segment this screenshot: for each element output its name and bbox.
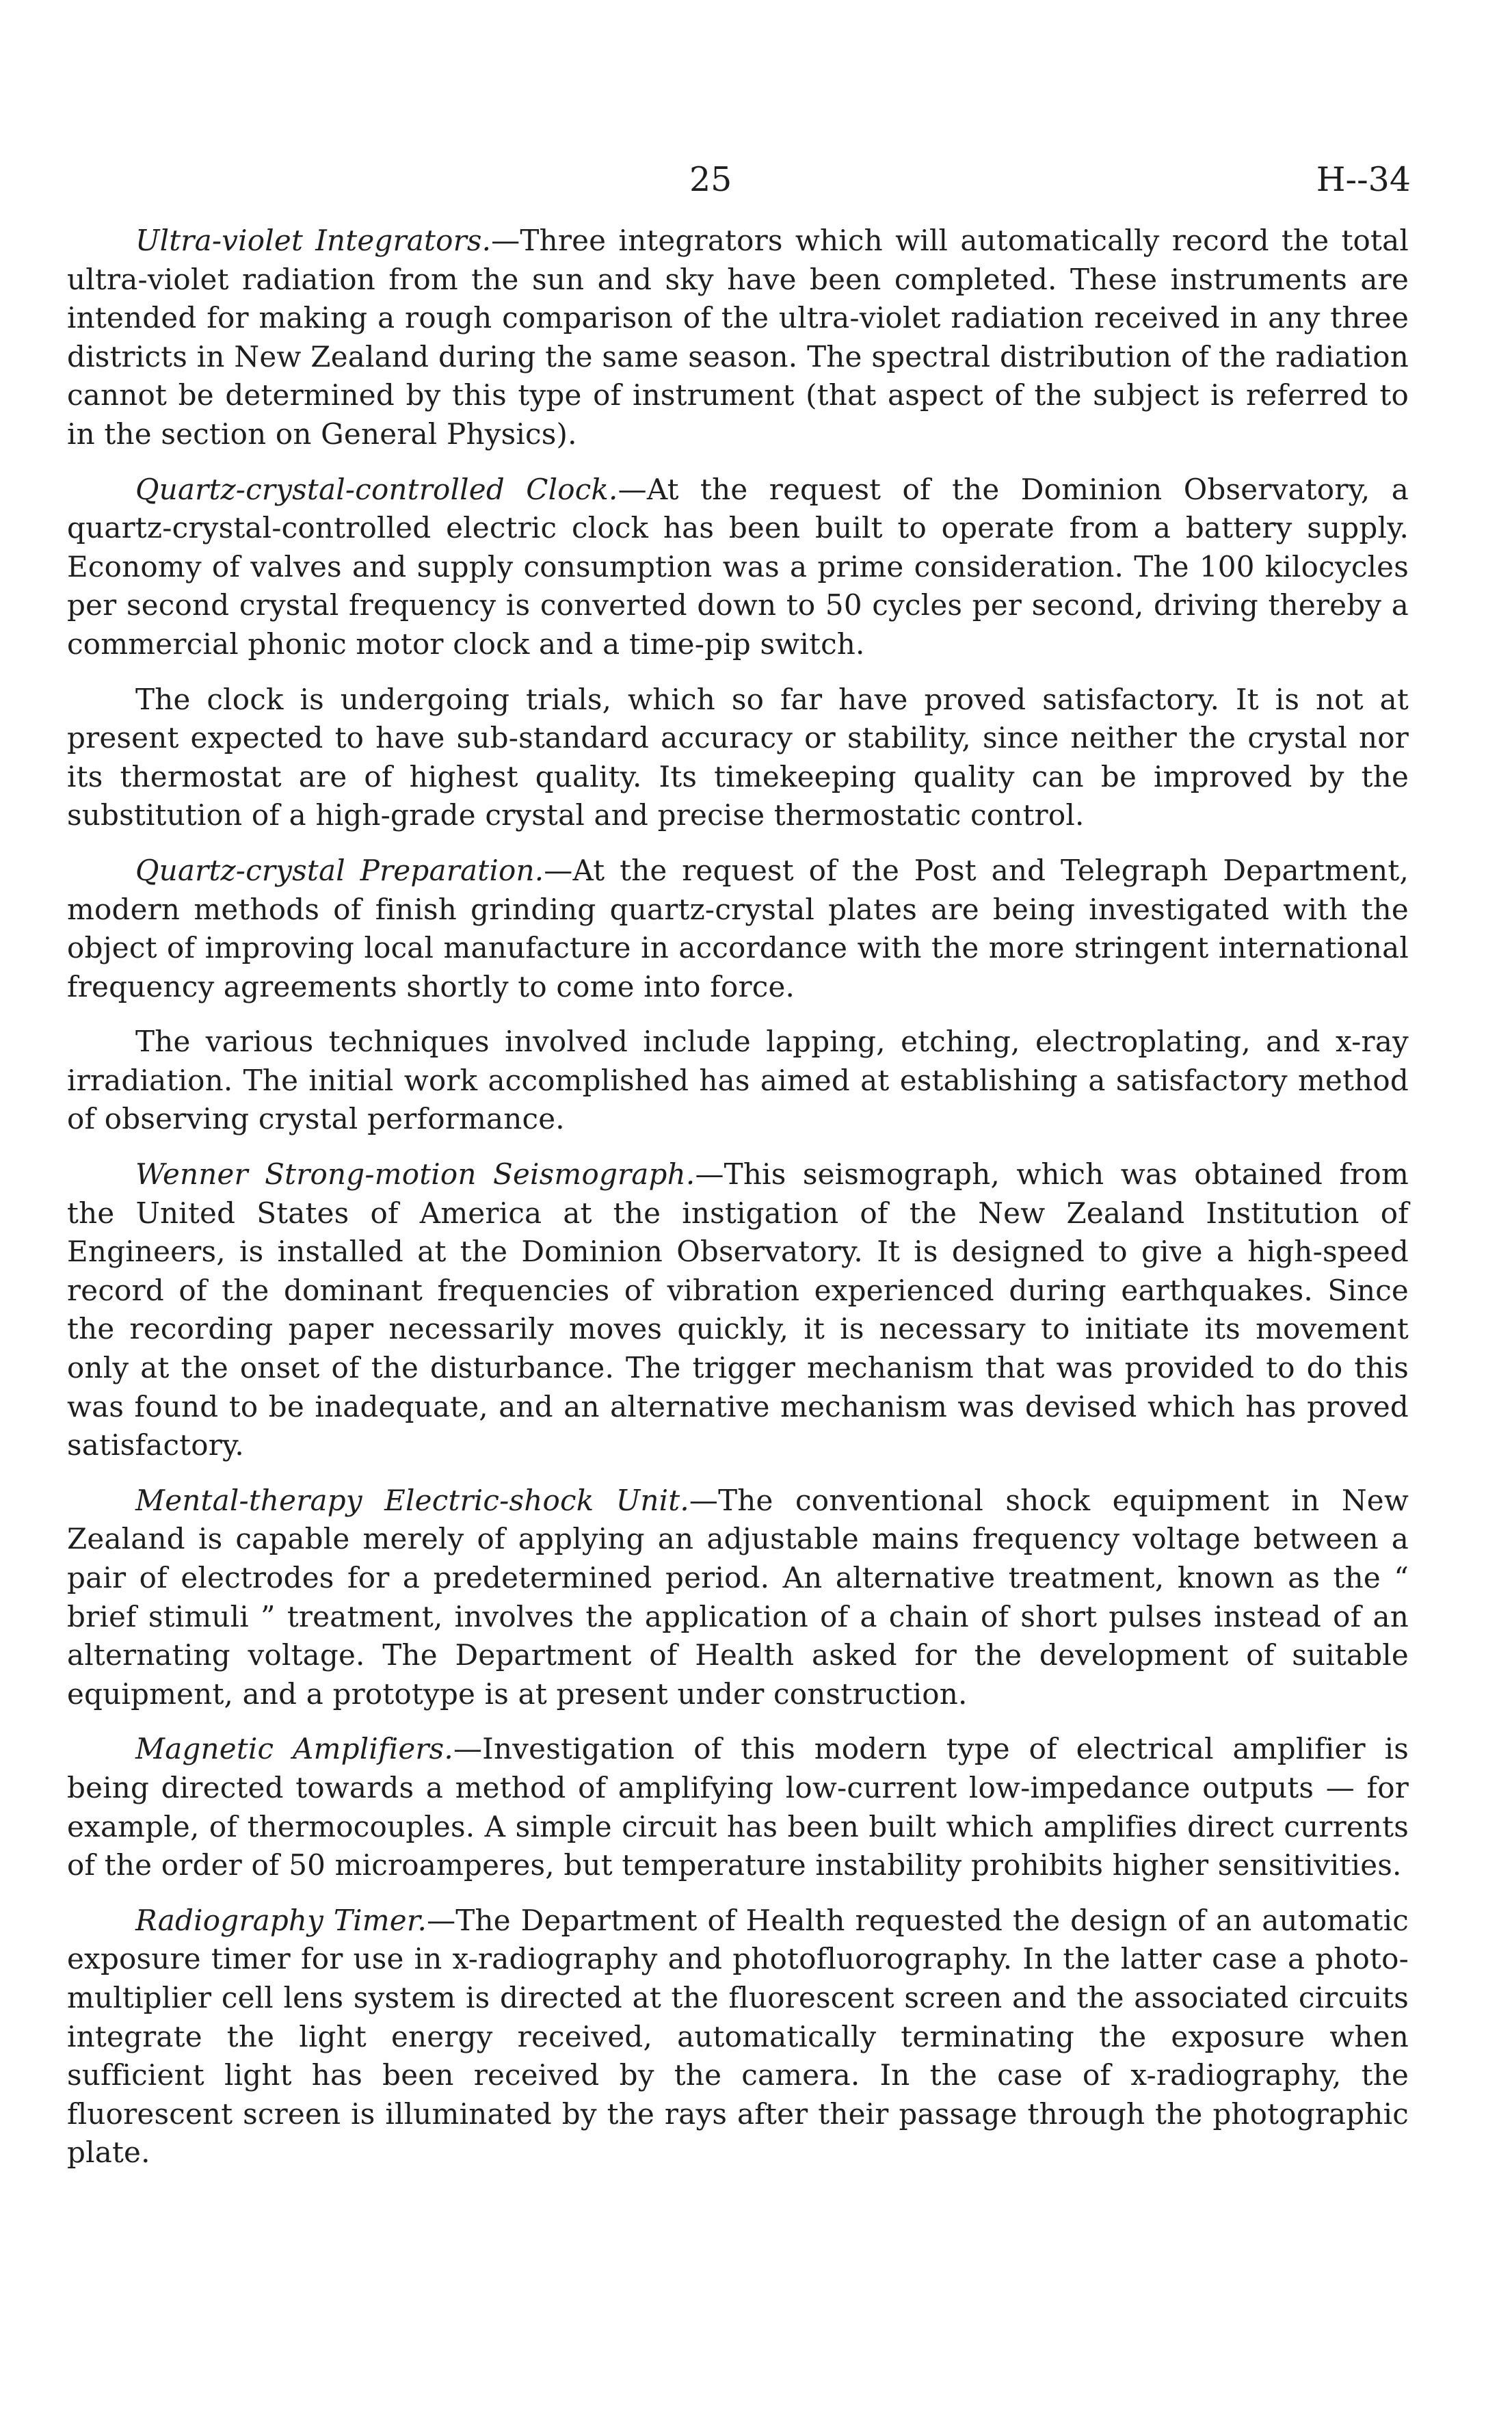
paragraph-electric-shock-unit [67, 1482, 1409, 1714]
paragraph-radiography-timer [67, 1902, 1409, 2172]
page-header [0, 156, 1512, 204]
body-text [67, 222, 1409, 2189]
paragraph-wenner-seismograph [67, 1155, 1409, 1465]
paragraph-text: The various techniques involved include lapping, etching, electroplating, and x-ray irradiation. The initial work accomplished has aimed at establishing a satisfactory method of observing crystal performance. [67, 1025, 1409, 1136]
paragraph-text: —The Department of Health requested the design of an automatic exposure timer for use in x-radiography and photofluorography. In the latter case a photo-multiplier cell lens system is directed at the fluorescent screen and the associated circuits integrate the light energy received, automatically terminating the exposure when sufficient light has been received by the camera. In the case of x-radiography, the fluorescent screen is illuminated by the rays after their passage through the photographic plate. [67, 1903, 1409, 2170]
paragraph-techniques [67, 1023, 1409, 1139]
section-title: Mental-therapy Electric-shock Unit. [135, 1483, 689, 1517]
paragraph-quartz-crystal-clock [67, 471, 1409, 664]
section-title: Quartz-crystal-controlled Clock. [135, 472, 618, 506]
section-title: Magnetic Amplifiers. [135, 1732, 453, 1766]
paragraph-quartz-crystal-preparation [67, 852, 1409, 1006]
page-number: 25 [689, 160, 732, 199]
section-title: Ultra-violet Integrators. [135, 224, 492, 257]
document-reference: H--34 [1316, 160, 1411, 199]
paragraph-text: The clock is undergoing trials, which so far have proved satisfactory. It is not at present expected to have sub-standard accuracy or stability, since neither the crystal nor its thermostat are of highest quality. Its timekeeping quality can be improved by the substitution of a high-grade crystal and precise thermostatic control. [67, 682, 1409, 832]
paragraph-text: —At the request of the Post and Telegraph Department, modern methods of finish grinding quartz-crystal plates are being investigated with the object of improving local manufacture in accordance with the more stringent international frequency agreements shortly to come into force. [67, 853, 1409, 1003]
paragraph-text: —Three integrators which will automatically record the total ultra-violet radiation from the sun and sky have been completed. These instruments are intended for making a rough comparison of the ultra-violet radiation received in any three districts in New Zealand during the same season. The spectral distribution of the radiation cannot be determined by this type of instrument (that aspect of the subject is referred to in the section on General Physics). [67, 224, 1409, 451]
paragraph-text: —At the request of the Dominion Observatory, a quartz-crystal-controlled electric clock has been built to operate from a battery supply. Economy of valves and supply consumption was a prime consideration. The 100 kilocycles per second crystal frequency is converted down to 50 cycles per second, driving thereby a commercial phonic motor clock and a time-pip switch. [67, 472, 1409, 661]
paragraph-text: —This seismograph, which was obtained from the United States of America at the instigation of the New Zealand Institution of Engineers, is installed at the Dominion Observatory. It is designed to give a high-speed record of the dominant frequencies of vibration experienced during earthquakes. Since the recording paper necessarily moves quickly, it is necessary to initiate its movement only at the onset of the disturbance. The trigger mechanism that was provided to do this was found to be inadequate, and an alternative mechanism was devised which has proved satisfactory. [67, 1157, 1409, 1462]
paragraph-ultra-violet-integrators [67, 222, 1409, 454]
section-title: Radiography Timer. [135, 1903, 427, 1937]
paragraph-magnetic-amplifiers [67, 1730, 1409, 1884]
paragraph-clock-trials [67, 681, 1409, 835]
section-title: Quartz-crystal Preparation. [135, 853, 544, 887]
paragraph-text: —Investigation of this modern type of electrical amplifier is being directed towards a method of amplifying low-current low-impedance outputs — for example, of thermocouples. A simple circuit has been built which amplifies direct currents of the order of 50 microamperes, but temperature instability prohibits higher sensitivities. [67, 1732, 1409, 1882]
section-title: Wenner Strong-motion Seismograph. [135, 1157, 695, 1192]
paragraph-text: —The conventional shock equipment in New Zealand is capable merely of applying an adjustable mains frequency voltage between a pair of electrodes for a predetermined period. An alternative treatment, known as the “ brief stimuli ” treatment, involves the application of a chain of short pulses instead of an alternating voltage. The Department of Health asked for the development of suitable equipment, and a prototype is at present under construction. [67, 1483, 1409, 1711]
